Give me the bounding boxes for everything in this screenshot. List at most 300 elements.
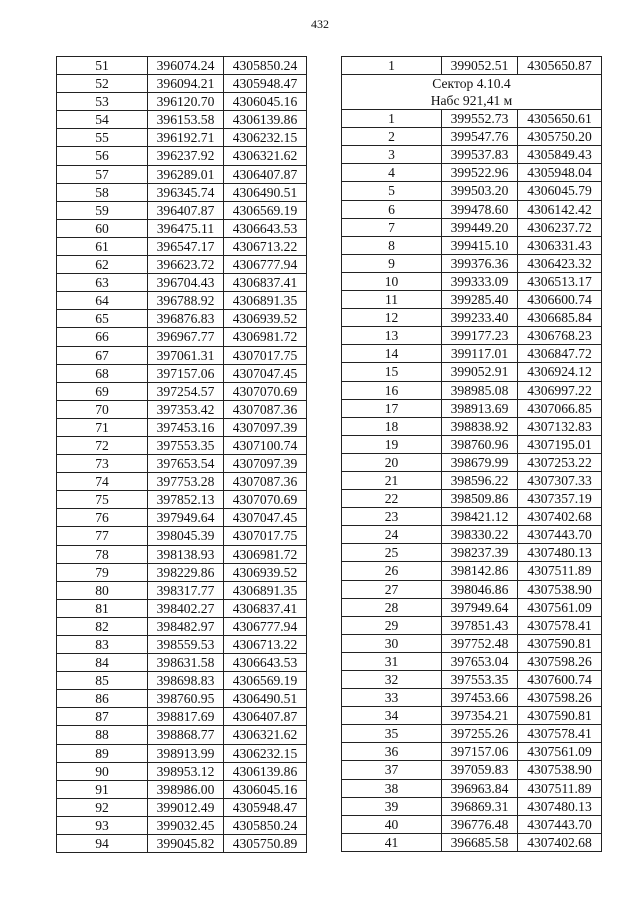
table-row xyxy=(57,328,307,346)
y-coordinate-cell: 4307598.26 xyxy=(518,689,602,707)
y-coordinate-cell: 4307538.90 xyxy=(518,580,602,598)
point-number-cell: 70 xyxy=(57,400,148,418)
point-number-cell: 54 xyxy=(57,111,148,129)
y-coordinate-cell: 4307598.26 xyxy=(518,652,602,670)
table-row xyxy=(57,473,307,491)
x-coordinate-cell: 396776.48 xyxy=(442,815,518,833)
table-row xyxy=(57,835,307,853)
table-row xyxy=(342,725,602,743)
table-row xyxy=(342,526,602,544)
y-coordinate-cell: 4305750.20 xyxy=(518,128,602,146)
x-coordinate-cell: 399449.20 xyxy=(442,218,518,236)
table-row xyxy=(342,562,602,580)
table-row xyxy=(342,671,602,689)
y-coordinate-cell: 4306924.12 xyxy=(518,363,602,381)
x-coordinate-cell: 398631.58 xyxy=(148,654,224,672)
table-row xyxy=(342,399,602,417)
point-number-cell: 83 xyxy=(57,636,148,654)
x-coordinate-cell: 397059.83 xyxy=(442,761,518,779)
point-number-cell: 71 xyxy=(57,418,148,436)
y-coordinate-cell: 4306321.62 xyxy=(224,726,307,744)
point-number-cell: 87 xyxy=(57,708,148,726)
x-coordinate-cell: 398953.12 xyxy=(148,762,224,780)
y-coordinate-cell: 4305650.61 xyxy=(518,110,602,128)
table-row xyxy=(57,636,307,654)
x-coordinate-cell: 397354.21 xyxy=(442,707,518,725)
x-coordinate-cell: 398698.83 xyxy=(148,672,224,690)
x-coordinate-cell: 397852.13 xyxy=(148,491,224,509)
x-coordinate-cell: 399537.83 xyxy=(442,146,518,164)
point-number-cell: 5 xyxy=(342,182,442,200)
table-row xyxy=(57,129,307,147)
point-number-cell: 88 xyxy=(57,726,148,744)
y-coordinate-cell: 4306045.16 xyxy=(224,93,307,111)
point-number-cell: 20 xyxy=(342,453,442,471)
x-coordinate-cell: 396074.24 xyxy=(148,57,224,75)
y-coordinate-cell: 4307443.70 xyxy=(518,526,602,544)
table-row xyxy=(342,345,602,363)
table-row xyxy=(57,744,307,762)
table-row xyxy=(57,400,307,418)
x-coordinate-cell: 398142.86 xyxy=(442,562,518,580)
x-coordinate-cell: 397851.43 xyxy=(442,616,518,634)
y-coordinate-cell: 4306777.94 xyxy=(224,617,307,635)
point-number-cell: 89 xyxy=(57,744,148,762)
point-number-cell: 28 xyxy=(342,598,442,616)
y-coordinate-cell: 4306685.84 xyxy=(518,309,602,327)
table-row xyxy=(342,634,602,652)
table-row xyxy=(57,165,307,183)
x-coordinate-cell: 396120.70 xyxy=(148,93,224,111)
point-number-cell: 3 xyxy=(342,146,442,164)
table-row xyxy=(57,292,307,310)
point-number-cell: 7 xyxy=(342,218,442,236)
point-number-cell: 64 xyxy=(57,292,148,310)
y-coordinate-cell: 4306891.35 xyxy=(224,581,307,599)
table-row xyxy=(57,599,307,617)
point-number-cell: 29 xyxy=(342,616,442,634)
y-coordinate-cell: 4306513.17 xyxy=(518,272,602,290)
table-row xyxy=(57,219,307,237)
table-row xyxy=(342,707,602,725)
y-coordinate-cell: 4307590.81 xyxy=(518,634,602,652)
point-number-cell: 38 xyxy=(342,779,442,797)
point-number-cell: 14 xyxy=(342,345,442,363)
table-row xyxy=(342,57,602,75)
table-row xyxy=(342,815,602,833)
table-row xyxy=(57,527,307,545)
y-coordinate-cell: 4306045.16 xyxy=(224,780,307,798)
x-coordinate-cell: 397353.42 xyxy=(148,400,224,418)
table-row xyxy=(57,382,307,400)
point-number-cell: 93 xyxy=(57,816,148,834)
x-coordinate-cell: 399478.60 xyxy=(442,200,518,218)
point-number-cell: 55 xyxy=(57,129,148,147)
y-coordinate-cell: 4306939.52 xyxy=(224,310,307,328)
point-number-cell: 4 xyxy=(342,164,442,182)
x-coordinate-cell: 396192.71 xyxy=(148,129,224,147)
x-coordinate-cell: 399285.40 xyxy=(442,291,518,309)
x-coordinate-cell: 399117.01 xyxy=(442,345,518,363)
point-number-cell: 51 xyxy=(57,57,148,75)
table-row xyxy=(342,490,602,508)
point-number-cell: 37 xyxy=(342,761,442,779)
table-row xyxy=(342,254,602,272)
x-coordinate-cell: 396407.87 xyxy=(148,201,224,219)
point-number-cell: 12 xyxy=(342,309,442,327)
table-row xyxy=(57,237,307,255)
y-coordinate-cell: 4306768.23 xyxy=(518,327,602,345)
y-coordinate-cell: 4307578.41 xyxy=(518,616,602,634)
point-number-cell: 62 xyxy=(57,256,148,274)
point-number-cell: 74 xyxy=(57,473,148,491)
point-number-cell: 26 xyxy=(342,562,442,580)
y-coordinate-cell: 4307307.33 xyxy=(518,471,602,489)
x-coordinate-cell: 396153.58 xyxy=(148,111,224,129)
table-row xyxy=(57,780,307,798)
table-row xyxy=(342,435,602,453)
point-number-cell: 65 xyxy=(57,310,148,328)
y-coordinate-cell: 4307132.83 xyxy=(518,417,602,435)
y-coordinate-cell: 4305948.04 xyxy=(518,164,602,182)
point-number-cell: 79 xyxy=(57,563,148,581)
point-number-cell: 58 xyxy=(57,183,148,201)
table-row xyxy=(342,381,602,399)
table-row xyxy=(342,128,602,146)
x-coordinate-cell: 398679.99 xyxy=(442,453,518,471)
point-number-cell: 19 xyxy=(342,435,442,453)
point-number-cell: 73 xyxy=(57,455,148,473)
point-number-cell: 91 xyxy=(57,780,148,798)
y-coordinate-cell: 4306837.41 xyxy=(224,274,307,292)
point-number-cell: 39 xyxy=(342,797,442,815)
x-coordinate-cell: 396704.43 xyxy=(148,274,224,292)
table-row xyxy=(342,580,602,598)
x-coordinate-cell: 397949.64 xyxy=(442,598,518,616)
point-number-cell: 30 xyxy=(342,634,442,652)
table-row xyxy=(57,364,307,382)
table-row xyxy=(57,346,307,364)
point-number-cell: 17 xyxy=(342,399,442,417)
x-coordinate-cell: 397553.35 xyxy=(442,671,518,689)
x-coordinate-cell: 396094.21 xyxy=(148,75,224,93)
x-coordinate-cell: 398046.86 xyxy=(442,580,518,598)
table-row xyxy=(57,491,307,509)
point-number-cell: 24 xyxy=(342,526,442,544)
x-coordinate-cell: 398402.27 xyxy=(148,599,224,617)
point-number-cell: 92 xyxy=(57,798,148,816)
table-row xyxy=(57,111,307,129)
y-coordinate-cell: 4307590.81 xyxy=(518,707,602,725)
point-number-cell: 57 xyxy=(57,165,148,183)
table-row xyxy=(57,57,307,75)
y-coordinate-cell: 4305750.89 xyxy=(224,835,307,853)
x-coordinate-cell: 398596.22 xyxy=(442,471,518,489)
x-coordinate-cell: 398913.69 xyxy=(442,399,518,417)
point-number-cell: 41 xyxy=(342,833,442,851)
point-number-cell: 16 xyxy=(342,381,442,399)
y-coordinate-cell: 4307097.39 xyxy=(224,418,307,436)
point-number-cell: 52 xyxy=(57,75,148,93)
y-coordinate-cell: 4306981.72 xyxy=(224,545,307,563)
x-coordinate-cell: 398817.69 xyxy=(148,708,224,726)
table-row xyxy=(342,833,602,851)
table-row xyxy=(342,272,602,290)
point-number-cell: 25 xyxy=(342,544,442,562)
x-coordinate-cell: 398421.12 xyxy=(442,508,518,526)
point-number-cell: 33 xyxy=(342,689,442,707)
table-row xyxy=(57,816,307,834)
point-number-cell: 72 xyxy=(57,436,148,454)
x-coordinate-cell: 396869.31 xyxy=(442,797,518,815)
y-coordinate-cell: 4306713.22 xyxy=(224,636,307,654)
point-number-cell: 59 xyxy=(57,201,148,219)
x-coordinate-cell: 398760.96 xyxy=(442,435,518,453)
point-number-cell: 1 xyxy=(342,57,442,75)
table-row xyxy=(342,544,602,562)
y-coordinate-cell: 4307480.13 xyxy=(518,797,602,815)
point-number-cell: 66 xyxy=(57,328,148,346)
point-number-cell: 23 xyxy=(342,508,442,526)
table-row xyxy=(57,93,307,111)
point-number-cell: 15 xyxy=(342,363,442,381)
y-coordinate-cell: 4307480.13 xyxy=(518,544,602,562)
x-coordinate-cell: 397752.48 xyxy=(442,634,518,652)
point-number-cell: 2 xyxy=(342,128,442,146)
x-coordinate-cell: 399012.49 xyxy=(148,798,224,816)
x-coordinate-cell: 399522.96 xyxy=(442,164,518,182)
x-coordinate-cell: 397157.06 xyxy=(442,743,518,761)
x-coordinate-cell: 396547.17 xyxy=(148,237,224,255)
table-row xyxy=(57,75,307,93)
x-coordinate-cell: 396685.58 xyxy=(442,833,518,851)
y-coordinate-cell: 4307253.22 xyxy=(518,453,602,471)
y-coordinate-cell: 4307066.85 xyxy=(518,399,602,417)
y-coordinate-cell: 4307097.39 xyxy=(224,455,307,473)
table-row xyxy=(342,598,602,616)
x-coordinate-cell: 399503.20 xyxy=(442,182,518,200)
point-number-cell: 18 xyxy=(342,417,442,435)
table-row xyxy=(342,797,602,815)
y-coordinate-cell: 4305850.24 xyxy=(224,816,307,834)
y-coordinate-cell: 4307600.74 xyxy=(518,671,602,689)
table-row xyxy=(57,654,307,672)
point-number-cell: 94 xyxy=(57,835,148,853)
y-coordinate-cell: 4306600.74 xyxy=(518,291,602,309)
x-coordinate-cell: 398986.00 xyxy=(148,780,224,798)
x-coordinate-cell: 399052.51 xyxy=(442,57,518,75)
point-number-cell: 86 xyxy=(57,690,148,708)
y-coordinate-cell: 4306237.72 xyxy=(518,218,602,236)
point-number-cell: 53 xyxy=(57,93,148,111)
y-coordinate-cell: 4306142.42 xyxy=(518,200,602,218)
x-coordinate-cell: 398985.08 xyxy=(442,381,518,399)
x-coordinate-cell: 396963.84 xyxy=(442,779,518,797)
x-coordinate-cell: 396967.77 xyxy=(148,328,224,346)
y-coordinate-cell: 4306321.62 xyxy=(224,147,307,165)
table-row xyxy=(57,509,307,527)
x-coordinate-cell: 397453.66 xyxy=(442,689,518,707)
sector-title: Сектор 4.10.4 xyxy=(432,76,511,92)
table-row xyxy=(342,164,602,182)
point-number-cell: 22 xyxy=(342,490,442,508)
y-coordinate-cell: 4306232.15 xyxy=(224,744,307,762)
x-coordinate-cell: 399045.82 xyxy=(148,835,224,853)
x-coordinate-cell: 396345.74 xyxy=(148,183,224,201)
left-coordinates-table xyxy=(56,56,307,853)
y-coordinate-cell: 4306139.86 xyxy=(224,762,307,780)
sector-header-cell xyxy=(342,75,602,110)
table-row xyxy=(57,436,307,454)
point-number-cell: 68 xyxy=(57,364,148,382)
x-coordinate-cell: 398509.86 xyxy=(442,490,518,508)
y-coordinate-cell: 4306643.53 xyxy=(224,219,307,237)
y-coordinate-cell: 4306643.53 xyxy=(224,654,307,672)
table-row xyxy=(342,761,602,779)
point-number-cell: 13 xyxy=(342,327,442,345)
x-coordinate-cell: 397553.35 xyxy=(148,436,224,454)
x-coordinate-cell: 399552.73 xyxy=(442,110,518,128)
table-row xyxy=(57,563,307,581)
table-row xyxy=(342,508,602,526)
x-coordinate-cell: 398913.99 xyxy=(148,744,224,762)
point-number-cell: 32 xyxy=(342,671,442,689)
x-coordinate-cell: 398760.95 xyxy=(148,690,224,708)
x-coordinate-cell: 398045.39 xyxy=(148,527,224,545)
y-coordinate-cell: 4306407.87 xyxy=(224,165,307,183)
y-coordinate-cell: 4307047.45 xyxy=(224,364,307,382)
y-coordinate-cell: 4306939.52 xyxy=(224,563,307,581)
sector-subtitle: Набс 921,41 м xyxy=(430,93,513,109)
x-coordinate-cell: 398559.53 xyxy=(148,636,224,654)
x-coordinate-cell: 397061.31 xyxy=(148,346,224,364)
y-coordinate-cell: 4306981.72 xyxy=(224,328,307,346)
x-coordinate-cell: 398317.77 xyxy=(148,581,224,599)
table-row xyxy=(342,779,602,797)
y-coordinate-cell: 4307195.01 xyxy=(518,435,602,453)
table-row xyxy=(57,672,307,690)
x-coordinate-cell: 398330.22 xyxy=(442,526,518,544)
x-coordinate-cell: 399032.45 xyxy=(148,816,224,834)
table-row xyxy=(57,201,307,219)
table-row xyxy=(57,147,307,165)
point-number-cell: 9 xyxy=(342,254,442,272)
table-row xyxy=(342,218,602,236)
y-coordinate-cell: 4307578.41 xyxy=(518,725,602,743)
x-coordinate-cell: 396623.72 xyxy=(148,256,224,274)
point-number-cell: 35 xyxy=(342,725,442,743)
point-number-cell: 81 xyxy=(57,599,148,617)
point-number-cell: 78 xyxy=(57,545,148,563)
table-row xyxy=(57,545,307,563)
y-coordinate-cell: 4306423.32 xyxy=(518,254,602,272)
y-coordinate-cell: 4305650.87 xyxy=(518,57,602,75)
point-number-cell: 77 xyxy=(57,527,148,545)
y-coordinate-cell: 4306139.86 xyxy=(224,111,307,129)
x-coordinate-cell: 399333.09 xyxy=(442,272,518,290)
table-row xyxy=(57,455,307,473)
y-coordinate-cell: 4306777.94 xyxy=(224,256,307,274)
x-coordinate-cell: 396788.92 xyxy=(148,292,224,310)
table-row xyxy=(57,581,307,599)
y-coordinate-cell: 4307070.69 xyxy=(224,491,307,509)
x-coordinate-cell: 397949.64 xyxy=(148,509,224,527)
x-coordinate-cell: 397254.57 xyxy=(148,382,224,400)
table-row xyxy=(57,256,307,274)
table-row xyxy=(57,310,307,328)
table-row xyxy=(342,236,602,254)
point-number-cell: 11 xyxy=(342,291,442,309)
y-coordinate-cell: 4306569.19 xyxy=(224,201,307,219)
y-coordinate-cell: 4306331.43 xyxy=(518,236,602,254)
x-coordinate-cell: 396289.01 xyxy=(148,165,224,183)
point-number-cell: 67 xyxy=(57,346,148,364)
y-coordinate-cell: 4307443.70 xyxy=(518,815,602,833)
point-number-cell: 27 xyxy=(342,580,442,598)
x-coordinate-cell: 399233.40 xyxy=(442,309,518,327)
table-row xyxy=(342,309,602,327)
y-coordinate-cell: 4307017.75 xyxy=(224,346,307,364)
x-coordinate-cell: 398237.39 xyxy=(442,544,518,562)
table-row xyxy=(342,291,602,309)
point-number-cell: 85 xyxy=(57,672,148,690)
table-row xyxy=(342,689,602,707)
x-coordinate-cell: 399376.36 xyxy=(442,254,518,272)
x-coordinate-cell: 397753.28 xyxy=(148,473,224,491)
point-number-cell: 69 xyxy=(57,382,148,400)
table-row xyxy=(342,453,602,471)
table-row xyxy=(342,200,602,218)
x-coordinate-cell: 396237.92 xyxy=(148,147,224,165)
sector-header-row xyxy=(342,75,602,110)
table-row xyxy=(342,363,602,381)
x-coordinate-cell: 398138.93 xyxy=(148,545,224,563)
table-row xyxy=(342,182,602,200)
point-number-cell: 36 xyxy=(342,743,442,761)
table-row xyxy=(57,690,307,708)
x-coordinate-cell: 399547.76 xyxy=(442,128,518,146)
point-number-cell: 76 xyxy=(57,509,148,527)
table-row xyxy=(342,743,602,761)
point-number-cell: 40 xyxy=(342,815,442,833)
x-coordinate-cell: 398482.97 xyxy=(148,617,224,635)
page-number: 432 xyxy=(311,17,329,31)
y-coordinate-cell: 4306847.72 xyxy=(518,345,602,363)
point-number-cell: 56 xyxy=(57,147,148,165)
point-number-cell: 6 xyxy=(342,200,442,218)
point-number-cell: 90 xyxy=(57,762,148,780)
y-coordinate-cell: 4306997.22 xyxy=(518,381,602,399)
table-row xyxy=(57,183,307,201)
y-coordinate-cell: 4306045.79 xyxy=(518,182,602,200)
y-coordinate-cell: 4307017.75 xyxy=(224,527,307,545)
right-coordinates-table xyxy=(341,56,602,852)
y-coordinate-cell: 4306891.35 xyxy=(224,292,307,310)
table-row xyxy=(342,417,602,435)
y-coordinate-cell: 4307087.36 xyxy=(224,400,307,418)
x-coordinate-cell: 398868.77 xyxy=(148,726,224,744)
table-row xyxy=(57,617,307,635)
y-coordinate-cell: 4306407.87 xyxy=(224,708,307,726)
point-number-cell: 1 xyxy=(342,110,442,128)
y-coordinate-cell: 4307511.89 xyxy=(518,562,602,580)
y-coordinate-cell: 4307561.09 xyxy=(518,598,602,616)
table-row xyxy=(57,726,307,744)
point-number-cell: 82 xyxy=(57,617,148,635)
point-number-cell: 61 xyxy=(57,237,148,255)
x-coordinate-cell: 397653.04 xyxy=(442,652,518,670)
y-coordinate-cell: 4306490.51 xyxy=(224,690,307,708)
